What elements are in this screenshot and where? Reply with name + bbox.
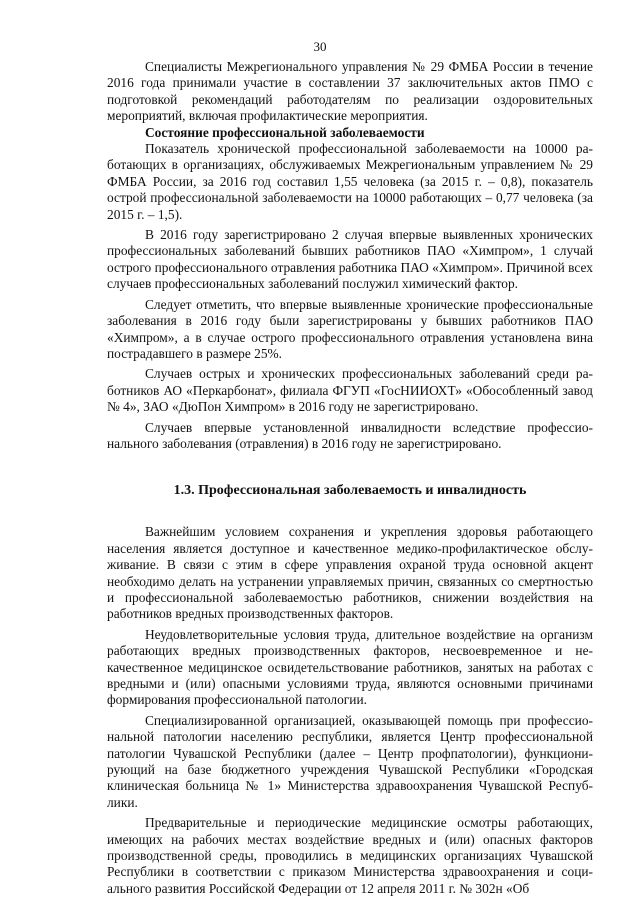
- paragraph-registered-cases: В 2016 году зарегистрировано 2 случая впервые выявленных хронических профессиональных заболеваний бывших работников ПАО «Химпром», 1 случай острого профессионального отравления работника ПАО «Химпром». Причиной всех случаев профессиональных заболеваний послужил химический фактор.: [107, 227, 593, 292]
- page-content: [107, 59, 593, 897]
- paragraph-medical-exams: Предварительные и периодические медицинские осмотры работающих, имеющих на рабочих местах воздействие вредных и (или) опасных факторов производственной среды, проводились в медицинских организациях Чувашской Республики в соответствии с приказом Министерства здравоохранения и социального развития Российской Федерации от 12 апреля 2011 г. № 302н «Об: [107, 815, 593, 896]
- paragraph-no-disability: Случаев впервые установленной инвалидности вследствие профессионального заболевания (отравления) в 2016 году не зарегистрировано.: [107, 419, 593, 451]
- paragraph-former-workers: Следует отметить, что впервые выявленные хронические профессиональные заболевания в 2016 году были зарегистрированы у бывших работников ПАО «Химпром», а в случае острого профессионального отравления установлена вина пострадавшего в размере 25%.: [107, 296, 593, 361]
- paragraph-poor-conditions: Неудовлетворительные условия труда, длительное воздействие на организм работающих вредных производственных факторов, несвоевременное и некачественное медицинское освидетельствование работников, занятых на работах с вредными и (или) опасными условиями труда, являются основными причинами формирования профессиональной патологии.: [107, 626, 593, 708]
- section-title: 1.3. Профессиональная заболеваемость и инвалидность: [173, 483, 527, 499]
- paragraph-medical-service: Важнейшим условием сохранения и укрепления здоровья работающего населения является доступное и качественное медико-профилактическое обслуживание. В связи с этим в сфере управления охраной труда основной акцент необходимо делать на устранении управляемых причин, связанных со смертностью и профессиональной заболеваемостью работников, снижении воздействия на работников вредных производственных факторов.: [107, 524, 593, 622]
- intro-paragraph: Специалисты Межрегионального управления № 29 ФМБА России в течение 2016 года принимали участие в составлении 37 заключительных актов ПМО с подготовкой рекомендаций работодателям по реализации оздоровительных мероприятий, включая профилактические мероприятия.: [107, 59, 593, 124]
- page-number: 30: [313, 39, 327, 54]
- paragraph-chronic-rate: Показатель хронической профессиональной заболеваемости на 10000 работающих в организациях, обслуживаемых Межрегиональным управлением № 29 ФМБА России, за 2016 год составил 1,55 человека (за 2015 г. – 0,8), показатель острой профессиональной заболеваемости на 10000 работающих – 0,77 человека (за 2015 г. – 1,5).: [107, 141, 593, 222]
- paragraph-pathology-center: Специализированной организацией, оказывающей помощь при профессиональной патологии населению республики, является Центр профессиональной патологии Чувашской Республики (далее – Центр профпатологии), функционирующий на базе бюджетного учреждения Чувашской Республики «Городская клиническая больница № 1» Министерства здравоохранения Чувашской Республики.: [107, 712, 593, 810]
- occupational-status-heading: Состояние профессиональной заболеваемости: [145, 124, 425, 140]
- paragraph-no-cases-enterprises: Случаев острых и хронических профессиональных заболеваний среди работников АО «Перкарбонат», филиала ФГУП «ГосНИИОХТ» «Обособленный завод № 4», ЗАО «ДюПон Химпром» в 2016 году не зарегистрировано.: [107, 366, 593, 415]
